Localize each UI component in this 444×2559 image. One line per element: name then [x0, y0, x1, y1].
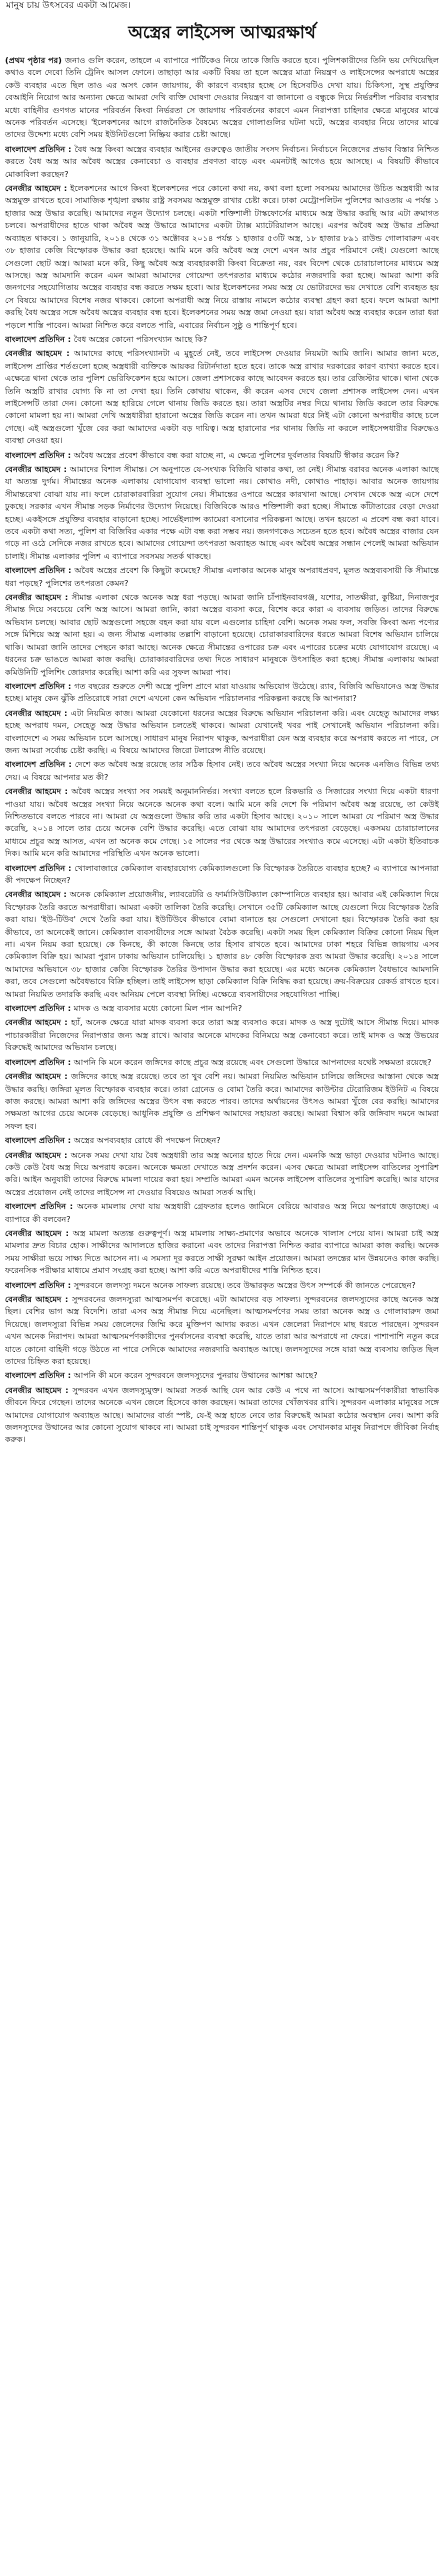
speaker-label: বেনজীর আহমেদ :	[5, 348, 74, 359]
interview-paragraph	[5, 1384, 439, 1446]
speaker-label: বাংলাদেশ প্রতিদিন :	[5, 1370, 74, 1381]
speaker-label: বাংলাদেশ প্রতিদিন :	[5, 1135, 74, 1146]
interview-paragraph	[5, 680, 439, 705]
interview-paragraph	[5, 785, 439, 859]
speaker-label: বাংলাদেশ প্রতিদিন :	[5, 143, 75, 154]
paragraph-text: অস্ত্র মামলা অত্যন্ত গুরুত্বপূর্ণ। অস্ত্র মামলায় সাক্ষ্য-প্রমাণের অভাবে অনেকে খালাস পেয়ে যান। আমরা চাই অস্ত্র মামলার দ্রুত বিচার হোক। সাক্ষীদের আদালতে হাজির করানো এবং তাদের নিরাপত্তা নিশ্চিত করার ব্যাপারে আমরা কাজ করছি। অনেক সময় সাক্ষীরা ভয়ে সাক্ষ্য দিতে আসেন না। এ সমস্যা দূর করতে সাক্ষী সুরক্ষা আইন প্রয়োজন। আমরা তদন্তের মান উন্নয়নেও কাজ করছি। ফরেনসিক পরীক্ষার মাধ্যমে প্রমাণ সংগ্রহ করা হচ্ছে। আশা করি এতে অপরাধীদের শাস্তি নিশ্চিত হবে।	[5, 1227, 439, 1276]
paragraph-text: মাদক ও অস্ত্র ব্যবসার মধ্যে কোনো মিল পান আপনি?	[73, 1003, 243, 1014]
interview-paragraph	[5, 347, 439, 446]
paragraph-text: ইলেকশনের আগে কিংবা ইলেকশনের পরে কোনো কথা নয়, কথা বলা হলো সবসময় আমাদের উচিত অস্ত্রধারী আর অস্ত্রমুক্ত রাখতে হবে। সামাজিক শৃঙ্খলা রক্ষায় রাষ্ট্র সবসময় অস্ত্রমুক্ত রাখার চেষ্টা করে। ঢাকা মেট্রোপলিটন পুলিশের আওতায় এ পর্যন্ত ১ হাজার অস্ত্র উদ্ধার করেছি। আমাদের নতুন উদ্যোগ চলছে। একটা শক্তিশালী টাস্কফোর্সের মাধ্যমে অস্ত্র উদ্ধার করছি আর এটা ক্রমাগত চলবে। অপরাধীদের হাতে থাকা অবৈধ অস্ত্র উদ্ধারে আমাদের একটা ট্যাক্স ম্যাটেরিয়ালস আছে। এরপর অবৈধ অস্ত্র উদ্ধার প্রক্রিয়া অব্যাহত থাকবে। ১ জানুয়ারি, ২০১৪ থেকে ৩১ অক্টোবর ২০১৪ পর্যন্ত ১ হাজার ৫৩টি অস্ত্র, ১৮ হাজার ৮৯১ রাউন্ড গোলাবারুদ এবং ৩৮ হাজার কেজি বিস্ফোরক উদ্ধার করা হয়েছে। আমি মনে করি অবৈধ অস্ত্র দেশে এখন আর প্রচুর পরিমাণে নেই। যেগুলো আছে সেগুলো ছোট অস্ত্র। আমরা মনে করি, কিছু অবৈধ অস্ত্র ব্যবহারকারী কিংবা বিক্রেতা নয়, বরং বিদেশ থেকে চোরাচালানের মাধ্যমে অস্ত্র আসছে। অস্ত্র আমদানি করেন এমন আমরা আমাদের গোয়েন্দা তৎপরতার মাধ্যমে কঠোর নজরদারি করা হচ্ছে। আমরা আশা করি জনগণের সহযোগিতায় অস্ত্রের ব্যবহার বন্ধ করতে সক্ষম হবো। আর ইলেকশনের সময় অস্ত্র যে ভোটারদের ভয় দেখাতে বেশি ব্যবহৃত হয় সে বিষয়ে আমাদের বিশেষ নজর থাকবে। কোনো অপরাধী অস্ত্র নিয়ে রাস্তায় নামলে কঠোর ব্যবস্থা গ্রহণ করা হবে। ফলে আমরা আশা করছি বৈধ অস্ত্রের সঙ্গে অবৈধ অস্ত্রের ব্যবহার বন্ধ হবে। ইলেকশনের সময় অস্ত্র জমা নেওয়া হয়। যারা অবৈধ অস্ত্র ব্যবহার করেন তারা ধরা পড়লে শাস্তি পাবেন। আমরা নিশ্চিত করে বলতে পারি, এবারের নির্বাচন সুষ্ঠু ও শান্তিপূর্ণ হবে।	[5, 183, 439, 330]
paragraph-text: আমাদের কাছে পরিসংখ্যানটা এ মুহূর্তে নেই, তবে লাইসেন্স দেওয়ার নিয়মটা আমি জানি। আমার জানা মতে, লাইসেন্স প্রাপ্তির শর্তগুলো হচ্ছে অস্ত্রধারী ব্যক্তিকে আয়কর রিটার্নদাতা হতে হবে। তাকে অস্ত্র রাখার দরকারের কারণ ব্যাখ্যা করতে হবে। এক্ষেত্রে থানা থেকে তার পুলিশ ভেরিফিকেশন হয়ে আসে। জেলা প্রশাসকের কাছে আবেদন করতে হয়। তার রেজিস্টার থাকে। থানা থেকে তিনি অস্ত্রটি রাখার যোগ্য কি না তা দেখা হয়। তিনি কোথায় থাকেন, কী করেন এসব দেখে জেলা প্রশাসক লাইসেন্স দেন। এখন লাইসেন্সটি তারা দেন। কোনো অস্ত্র হারিয়ে গেলে থানায় জিডি করতে হয়। তারা অস্ত্রটির নম্বর দিয়ে থানায় জিডি করলে তার বিরুদ্ধে কোনো মামলা হয় না। আমরা দেখি অস্ত্রধারীরা হারানো অস্ত্রের জিডি করেন না। তখন আমরা ধরে নিই এটা কোনো অপরাধীর কাছে চলে গেছে। এই অস্ত্রগুলো খুঁজে বের করা আমাদের একটা বড় দায়িত্ব। অস্ত্র হারানোর পর থানায় জিডি না করলে লাইসেন্সধারীর বিরুদ্ধেও ব্যবস্থা নেওয়া হয়।	[5, 348, 439, 446]
speaker-label: বাংলাদেশ প্রতিদিন :	[5, 1201, 77, 1212]
interview-paragraph	[5, 1016, 439, 1053]
paragraph-text: অনেক মামলায় দেখা যায় অস্ত্রধারী গ্রেফতার হলেও জামিনে বেরিয়ে আবারও অস্ত্র নিয়ে অপরাধে জড়াচ্ছে। এ ব্যাপারে কী বলবেন?	[5, 1201, 439, 1224]
paragraph-text: বৈধ অস্ত্র কিংবা অস্ত্রের ব্যবহার আইনের গুরুত্বেও জাতীয় সংসদ নির্বাচন। নির্বাচনে নিজেদের প্রভাব বিস্তার নিশ্চিত করতে বৈধ অস্ত্র আর অবৈধ অস্ত্রের কেনাবেচা ও ব্যবহার প্রবণতা বাড়ে এবং এমনটাই আগেও হয়ে আসছে। এ বিষয়টি কীভাবে মোকাবিলা করছেন?	[5, 143, 439, 179]
paragraph-text: আমাদের বিশাল সীমান্ত। সে অনুপাতে যে-সংখ্যক বিজিবি থাকার কথা, তা নেই। সীমান্ত বরাবর অনেক এলাকা আছে যা অত্যন্ত দুর্গম। সীমান্তের অনেক এলাকায় যোগাযোগ ব্যবস্থা ভালো নয়। কোথাও নদী, কোথাও পাহাড়। আবার অনেক জায়গায় সীমান্তরেখা বোঝা যায় না। ফলে চোরাকারবারিরা সুযোগ নেয়। সীমান্তের ওপারে অস্ত্রের কারখানা আছে। সেখান থেকে অস্ত্র এসে দেশে ঢুকছে। সরকার এখন সীমান্ত সড়ক নির্মাণের উদ্যোগ নিয়েছে। বিজিবিকে আরও শক্তিশালী করা হচ্ছে। সীমান্তে কাঁটাতারের বেড়া দেওয়া হচ্ছে। একইসঙ্গে প্রযুক্তির ব্যবহার বাড়ানো হচ্ছে। সার্ভেইল্যান্স ক্যামেরা বসানোর পরিকল্পনা আছে। তখন হয়তো এ প্রবেশ বন্ধ করা যাবে। তবে একটা কথা সত্য, পুলিশ বা বিজিবির একার পক্ষে এটা বন্ধ করা সম্ভব নয়। জনগণকেও সচেতন হতে হবে। অবৈধ অস্ত্রের বাজার যেন গড়ে না ওঠে সেদিকে নজর রাখতে হবে। আমাদের গোয়েন্দা তৎপরতা অব্যাহত আছে এবং অবৈধ অস্ত্রের সন্ধান পেলেই আমরা অভিযান চালাই। সীমান্ত এলাকার পুলিশ এ ব্যাপারে সবসময় সতর্ক থাকছে।	[5, 464, 439, 561]
paragraph-text: জঙ্গিদের কাছে অস্ত্র রয়েছে। তবে তা খুব বেশি নয়। আমরা নিয়মিত অভিযান চালিয়ে জঙ্গিদের আস্তানা থেকে অস্ত্র উদ্ধার করছি। জঙ্গিরা মূলত বিস্ফোরক ব্যবহার করে। তারা গ্রেনেড ও বোমা তৈরি করে। আমাদের কাউন্টার টেরোরিজম ইউনিট এ বিষয়ে কাজ করছে। আমরা আশা করি জঙ্গিদের অস্ত্রের উৎস বন্ধ করতে পারব। তাদের অর্থায়নের উৎসও আমরা খুঁজে বের করছি। আমাদের সক্ষমতা আগের চেয়ে অনেক বেড়েছে। আধুনিক প্রযুক্তি ও প্রশিক্ষণ আমাদের সহায়তা করছে। আমরা বিশ্বাস করি জঙ্গিবাদ দমনে আমরা সফল হব।	[5, 1071, 439, 1131]
interview-paragraph	[5, 333, 439, 345]
paragraph-text: অবৈধ অস্ত্রের প্রবেশ কীভাবে বন্ধ করা যাচ্ছে না, এ ক্ষেত্রে পুলিশের দুর্বলতার বিষয়টি স্বীকার করেন কি?	[73, 449, 400, 460]
speaker-label: বেনজীর আহমেদ :	[5, 1294, 73, 1304]
paragraph-text: খোলাবাজারে কেমিক্যাল ব্যবহারযোগ্য কেমিক্যালগুলো কি বিস্ফোরক তৈরিতে ব্যবহার হচ্ছে? এ ব্যাপারে আপনারা কী পদক্ষেপ নিচ্ছেন?	[5, 862, 439, 885]
speaker-label: বেনজীর আহমেদ :	[5, 1149, 71, 1160]
interview-paragraph	[5, 1056, 439, 1068]
paragraph-text: সুন্দরবন এখন জলদস্যুমুক্ত। আমরা সতর্ক আছি যেন আর কেউ এ পথে না আসে। আত্মসমর্পণকারীরা স্বাভাবিক জীবনে ফিরে গেছেন। তাদের অনেকে এখন জেলে হিসেবে কাজ করছেন। আমরা তাদের খোঁজখবর রাখি। সুন্দরবন এলাকার মানুষের সঙ্গে আমাদের যোগাযোগ অব্যাহত আছে। আমাদের বার্তা স্পষ্ট, যে-ই অস্ত্র হাতে নেবে তার বিরুদ্ধেই আমরা কঠোর অবস্থান নেব। আশা করি জলদস্যুদের উত্থানের আর কোনো সুযোগ থাকবে না। আমরা চাই সুন্দরবন শান্তিপূর্ণ থাকুক এবং সেখানকার মানুষ নিরাপদে জীবিকা নির্বাহ করুক।	[5, 1384, 439, 1445]
speaker-label: বেনজীর আহমেদ :	[5, 1017, 72, 1028]
speaker-label: বেনজীর আহমেদ :	[5, 786, 72, 797]
interview-paragraph	[5, 1070, 439, 1132]
speaker-label: বেনজীর আহমেদ :	[5, 183, 71, 194]
interview-paragraph	[5, 1200, 439, 1225]
interview-paragraph	[5, 888, 439, 1000]
continuation-label: (প্রথম পৃষ্ঠার পর)	[5, 55, 65, 65]
interview-paragraph	[5, 1149, 439, 1199]
interview-paragraph	[5, 54, 439, 141]
speaker-label: বেনজীর আহমেদ :	[5, 707, 71, 718]
speaker-label: বাংলাদেশ প্রতিদিন :	[5, 1056, 74, 1067]
paragraph-text: আপনি কী মনে করেন সুন্দরবনে জলদস্যুদের পুনরায় উত্থানের আশঙ্কা আছে?	[73, 1370, 318, 1381]
speaker-label: বাংলাদেশ প্রতিদিন :	[5, 680, 75, 691]
interview-paragraph	[5, 758, 439, 783]
paragraph-text: অবৈধ অস্ত্রের প্রবেশ কি কিছুটা কমেছে? সীমান্ত এলাকার অনেক মানুষ অপরাধপ্রবণ, মূলত অস্ত্রব্যবসায়ী কি সীমান্তে ধরা পড়ছে? পুলিশের তৎপরতা কেমন?	[5, 565, 439, 588]
speaker-label: বাংলাদেশ প্রতিদিন :	[5, 759, 75, 770]
interview-paragraph	[5, 182, 439, 331]
speaker-label: বাংলাদেশ প্রতিদিন :	[5, 449, 74, 460]
interview-paragraph	[5, 1134, 439, 1146]
paragraph-text: অস্ত্রের অপব্যবহার রোধে কী পদক্ষেপ নিচ্ছেন?	[73, 1135, 221, 1146]
interview-paragraph	[5, 707, 439, 757]
speaker-label: বাংলাদেশ প্রতিদিন :	[5, 862, 75, 873]
interview-paragraph	[5, 463, 439, 562]
speaker-label: বেনজীর আহমেদ :	[5, 1227, 73, 1238]
speaker-label: বাংলাদেশ প্রতিদিন :	[5, 1279, 74, 1290]
paragraph-text: দেশে কত অবৈধ অস্ত্র রয়েছে তার সঠিক হিসাব নেই। তবে অবৈধ অস্ত্রের সংখ্যা নিয়ে অনেক এনজিও বিভিন্ন তথ্য দেয়। এ বিষয়ে আপনার মত কী?	[5, 759, 439, 782]
speaker-label: বাংলাদেশ প্রতিদিন :	[5, 565, 75, 576]
interview-paragraph	[5, 564, 439, 589]
paragraph-text: হ্যাঁ, অনেক ক্ষেত্রে যারা মাদক ব্যবসা করে তারা অস্ত্র ব্যবসাও করে। মাদক ও অস্ত্র দুটোই আসে সীমান্ত দিয়ে। মাদক পাচারকারীরা নিজেদের নিরাপত্তার জন্য অস্ত্র রাখে। আবার অনেকে মাদকের বিনিময়ে অস্ত্র কেনাবেচা করে। তাই মাদক ও অস্ত্র উভয়ের বিরুদ্ধেই আমাদের অভিযান চলছে।	[5, 1017, 439, 1053]
interview-paragraph	[5, 591, 439, 678]
interview-paragraph	[5, 862, 439, 887]
speaker-label: বেনজীর আহমেদ :	[5, 1071, 72, 1082]
paragraph-text: বৈধ অস্ত্রের কোনো পরিসংখ্যান আছে কি?	[73, 333, 208, 344]
paragraph-text: গত বছরের শুরুতে দেশী অস্ত্রে পুলিশ প্রাণে মারা যাওয়ায় অভিযোগ উঠেছে। র‍্যাব, বিজিবি অভিযানেও অস্ত্র উদ্ধার হচ্ছে। মানুষ কেন ঝুঁকি প্রতিরোধে সারা দেশে এখনো কেন অভিযান পরিচালনার পরিকল্পনা করছে কি আপনারা?	[5, 680, 439, 704]
speaker-label: বেনজীর আহমেদ :	[5, 1384, 73, 1395]
paragraph-text: অবৈধ অস্ত্রের সংখ্যা সব সময়ই অনুমাননির্ভর। সংখ্যা বলতে হলে রিকভারি ও সিজারের সংখ্যা দিয়ে একটা ধারণা পাওয়া যায়। অবৈধ অস্ত্রের সংখ্যা নিয়ে অনেকে অনেক কথা বলে। আমি মনে করি দেশে কি পরিমাণ অবৈধ অস্ত্র রয়েছে, তা কেউই নিশ্চিতভাবে বলতে পারবে না। আমরা যে অস্ত্রগুলো উদ্ধার করি তার একটা হিসাব আছে। ২০১০ সালে আমরা যে পরিমাণ অস্ত্র উদ্ধার করেছি, ২০১৪ সালে তার চেয়ে অনেক বেশি উদ্ধার করেছি। এতে বোঝা যায় আমাদের তৎপরতা বেড়েছে। একসময় চোরাচালানের মাধ্যমে প্রচুর অস্ত্র আসত, এখন তা অনেক কমে গেছে। ১৫ সালের পর থেকে অস্ত্র উদ্ধারের সংখ্যাও কমে এসেছে। এটা একটা ইতিবাচক দিক। আমি মনে করি আমাদের পরিস্থিতি এখন অনেক ভালো।	[5, 786, 439, 859]
interview-paragraph	[5, 449, 439, 461]
interview-paragraph	[5, 1279, 439, 1291]
interview-paragraph	[5, 1227, 439, 1277]
paragraph-text: জনাও গুলি করেন, তাহলে এ ব্যাপারে পার্টিকেও নিয়ে তাকে জিডি করতে হবে। পুলিশকারীদের তিনি ভয় দেখিয়েছিল কথাও বলে দেবো তিনি ট্রেনিং আসল ফোনে। তাছাড়া আর একটি বিষয় তা হলে অস্ত্রের মাত্রা নিয়ন্ত্রণ ও লাইসেন্সের অপরাধে অস্ত্রের কেউ ব্যবহার এতে ছিল তাও এর অসৎ কোন জায়গায়, কী কারণে ব্যবহার হচ্ছে সে হিসেবটিও দেখা যায়। চিকিৎসা, সুস্থ প্রযুক্তির বেআইনি নিয়োগ আর অন্যান্য ক্ষেত্রে আমরা দেখি ব্যক্তি ঘোষণা দেওয়ার নিয়ন্ত্রণ বা জানানো ও বন্ধুকে দিয়ে নির্ভরশীল পরিবার ব্যবস্থার মধ্যে বাহিনীর গুণগত মানের পরিবর্তন কিংবা নির্ভরতা সে জায়গায় পরিবর্তনের কারণে এমন নিরাপত্তা চাহিদার ক্ষেত্রে মানুষের মাঝে অনেক পরিবর্তন এসেছে। 'ইলেকশনের আগে রাজনৈতিক বৈষম্যে অস্ত্রের গোলাগুলির ঘটনা ঘটে, অস্ত্রের ব্যবহার নিয়ে তাদের মাঝে তাদের উদ্দেশ্য মধ্যে বেশি সময় ইউনিটগুলো নিষ্ক্রিয় করার চেষ্টা আছে।	[5, 55, 439, 140]
paragraph-text: এটা নিয়মিত কাজ। আমরা যেকোনো ধরনের অস্ত্রের বিরুদ্ধে অভিযান পরিচালনা করি। এবং যেহেতু আমাদের লক্ষ্য হচ্ছে অপরাধ দমন, সেহেতু অস্ত্র উদ্ধার অভিযান চলতেই থাকবে। আমরা যেখানেই খবর পাই সেখানেই অভিযান পরিচালনা করি। বাংলাদেশে এ সময় অভিযান চলে আসছে। সাধারণ মানুষ নিরাপদ থাকুক, অপরাধীরা যেন অস্ত্র ব্যবহার করে অপরাধ করতে না পারে, সে জন্য আমরা সর্বোচ্চ চেষ্টা করছি। এ বিষয়ে আমাদের জিরো টলারেন্স নীতি রয়েছে।	[5, 707, 439, 755]
interview-paragraph	[5, 1369, 439, 1381]
interview-paragraph	[5, 1293, 439, 1367]
article-headline: অস্ত্রের লাইসেন্স আত্মরক্ষার্থ	[128, 23, 316, 43]
paragraph-text: আপনি কি মনে করেন জঙ্গিদের কাছে প্রচুর অস্ত্র রয়েছে এবং সেগুলো উদ্ধারে আপনাদের যথেষ্ট সক্ষমতা রয়েছে?	[73, 1056, 432, 1067]
speaker-label: বেনজীর আহমেদ :	[5, 592, 72, 603]
paragraph-text: সীমান্ত এলাকা থেকে অনেক অস্ত্র ধরা পড়ছে। আমরা জানি চাঁপাইনবাবগঞ্জ, যশোর, সাতক্ষীরা, কুষ্টিয়া, দিনাজপুর সীমান্ত দিয়ে সবচেয়ে বেশি অস্ত্র আসে। আমরা জানি, কারা অস্ত্রের ব্যবসা করে, বিশেষ করে কারা এ ব্যবসায় জড়িত। তাদের বিরুদ্ধে অভিযান চলছে। আবার ছোট অস্ত্রগুলো সহজে বহন করা যায় বলে এগুলোর চাহিদা বেশি। অনেক সময় ফল, সবজি কিংবা অন্য পণ্যের সঙ্গে মিশিয়ে অস্ত্র আনা হয়। এ জন্য সীমান্ত এলাকায় তল্লাশি বাড়ানো হয়েছে। চোরাকারবারিদের ধরতে আমরা বিশেষ অভিযান চালিয়ে থাকি। আমরা জানি তাদের পেছনে কারা আছে। অনেক ক্ষেত্রে সীমান্তের ওপারের চক্র এবং এপারের চক্রের মধ্যে যোগাযোগ রয়েছে। এ ধরনের চক্র ভাঙতে আমরা কাজ করছি। চোরাকারবারিদের তথ্য দিতে সাধারণ মানুষকে উৎসাহিত করা হচ্ছে। সীমান্ত এলাকায় আমরা কমিউনিটি পুলিশিং জোরদার করেছি। আশা করি এর সুফল আমরা পাব।	[5, 592, 439, 677]
interview-paragraph	[5, 143, 439, 180]
interview-article-body	[5, 54, 439, 2554]
speaker-label: বেনজীর আহমেদ :	[5, 889, 70, 900]
previous-article-fragment: মানুষ চায় উৎসবের একটা আমেজ।	[6, 1, 131, 11]
speaker-label: বাংলাদেশ প্রতিদিন :	[5, 1003, 74, 1014]
speaker-label: বাংলাদেশ প্রতিদিন :	[5, 333, 74, 344]
interview-paragraph	[5, 1002, 439, 1014]
paragraph-text: অনেক সময় দেখা যায় বৈধ অস্ত্রধারী তার অস্ত্র অন্যের হাতে দিয়ে দেন। এমনকি অস্ত্র ভাড়া দেওয়ার ঘটনাও আছে। কেউ কেউ বৈধ অস্ত্র দিয়ে অপরাধ করেন। অনেকে ক্ষমতা দেখাতে অস্ত্র প্রদর্শন করেন। এসব ক্ষেত্রে আমরা লাইসেন্স বাতিলের সুপারিশ করি। আইন অনুযায়ী তাদের বিরুদ্ধে মামলা দায়ের করা হয়। সম্প্রতি আমরা এমন অনেক লাইসেন্স বাতিলের সুপারিশ করেছি। আর যাদের অস্ত্রের প্রয়োজন নেই তাদের লাইসেন্স না দেওয়ার বিষয়েও আমরা সতর্ক আছি।	[5, 1149, 439, 1197]
paragraph-text: সুন্দরবনের জলদস্যুরা আত্মসমর্পণ করেছে। এটা আমাদের বড় সাফল্য। সুন্দরবনের জলদস্যুদের কাছে অনেক অস্ত্র ছিল। বেশির ভাগ অস্ত্র বিদেশি। তারা এসব অস্ত্র সীমান্ত দিয়ে এনেছিল। আত্মসমর্পণের সময় তারা অনেক অস্ত্র ও গোলাবারুদ জমা দিয়েছে। জলদস্যুরা বিভিন্ন সময় জেলেদের জিম্মি করে মুক্তিপণ আদায় করত। এখন জেলেরা নিরাপদে মাছ ধরতে পারছেন। সুন্দরবন এখন অনেক নিরাপদ। আমরা আত্মসমর্পণকারীদের পুনর্বাসনের ব্যবস্থা করেছি, যাতে তারা আর অপরাধে না ফেরে। পাশাপাশি নতুন করে যাতে কোনো বাহিনী গড়ে উঠতে না পারে সেদিকে আমাদের নজরদারি অব্যাহত আছে। জলদস্যুদের সঙ্গে যারা অস্ত্র ব্যবসায় জড়িত ছিল তাদের চিহ্নিত করা হয়েছে।	[5, 1294, 439, 1367]
paragraph-text: অনেক কেমিক্যাল প্রয়োজনীয়, ল্যাবরেটরি ও ফার্মাসিউটিক্যাল কোম্পানিতে ব্যবহার হয়। আবার এই কেমিক্যাল দিয়ে বিস্ফোরক তৈরি করতে অপরাধীরা। আমরা একটা তালিকা তৈরি করেছি। সেখানে ৩৫টি কেমিক্যাল আছে যেগুলো দিয়ে বিস্ফোরক তৈরি করা যায়। 'ইউ-টিউব' দেখে তৈরি করা যায়। ইউটিউবে কীভাবে বোমা বানাতে হয় সেগুলো দেখানো হয়। বিস্ফোরক তৈরি করা হয় কীভাবে, তা অনেকেই জানে। কেমিক্যাল ব্যবসায়ীদের সঙ্গে আমরা বৈঠক করেছি। একটা সময় ছিল কেমিক্যাল বিক্রির কোনো নিয়ম ছিল না। এখন নিয়ম করা হয়েছে। কে কিনছে, কী কাজে কিনছে তার হিসাব রাখতে হবে। আমাদের ঢাকা শহরে বিভিন্ন জায়গায় এসব কেমিক্যাল বিক্রি হয়। আমরা পুরান ঢাকায় অভিযান চালিয়েছি। ১ হাজার ৪৮ কেজি বিস্ফোরক দ্রব্য আমরা উদ্ধার করেছি। ২০১৪ সালে আমাদের অভিযানে ৩৮ হাজার কেজি বিস্ফোরক তৈরির উপাদান উদ্ধার করা হয়েছে। এর মধ্যে অনেক কেমিক্যাল বৈধভাবে আমদানি করা, তবে সেগুলো অবৈধভাবে বিক্রি হচ্ছিল। তাই লাইসেন্স ছাড়া কেমিক্যাল বিক্রি নিষিদ্ধ করা হয়েছে। ক্রয়-বিক্রয়ের রেকর্ড রাখতে হবে। আমরা নিয়মিত তদারকি করছি এবং অনিয়ম পেলে ব্যবস্থা নিচ্ছি। এক্ষেত্রে ব্যবসায়ীদের সহযোগিতা পাচ্ছি।	[5, 889, 439, 999]
speaker-label: বেনজীর আহমেদ :	[5, 464, 70, 474]
paragraph-text: সুন্দরবনে জলদস্যু দমনে অনেক সাফল্য রয়েছে। তবে উদ্ধারকৃত অস্ত্রের উৎস সম্পর্কে কী জানতে পেরেছেন?	[73, 1279, 416, 1290]
